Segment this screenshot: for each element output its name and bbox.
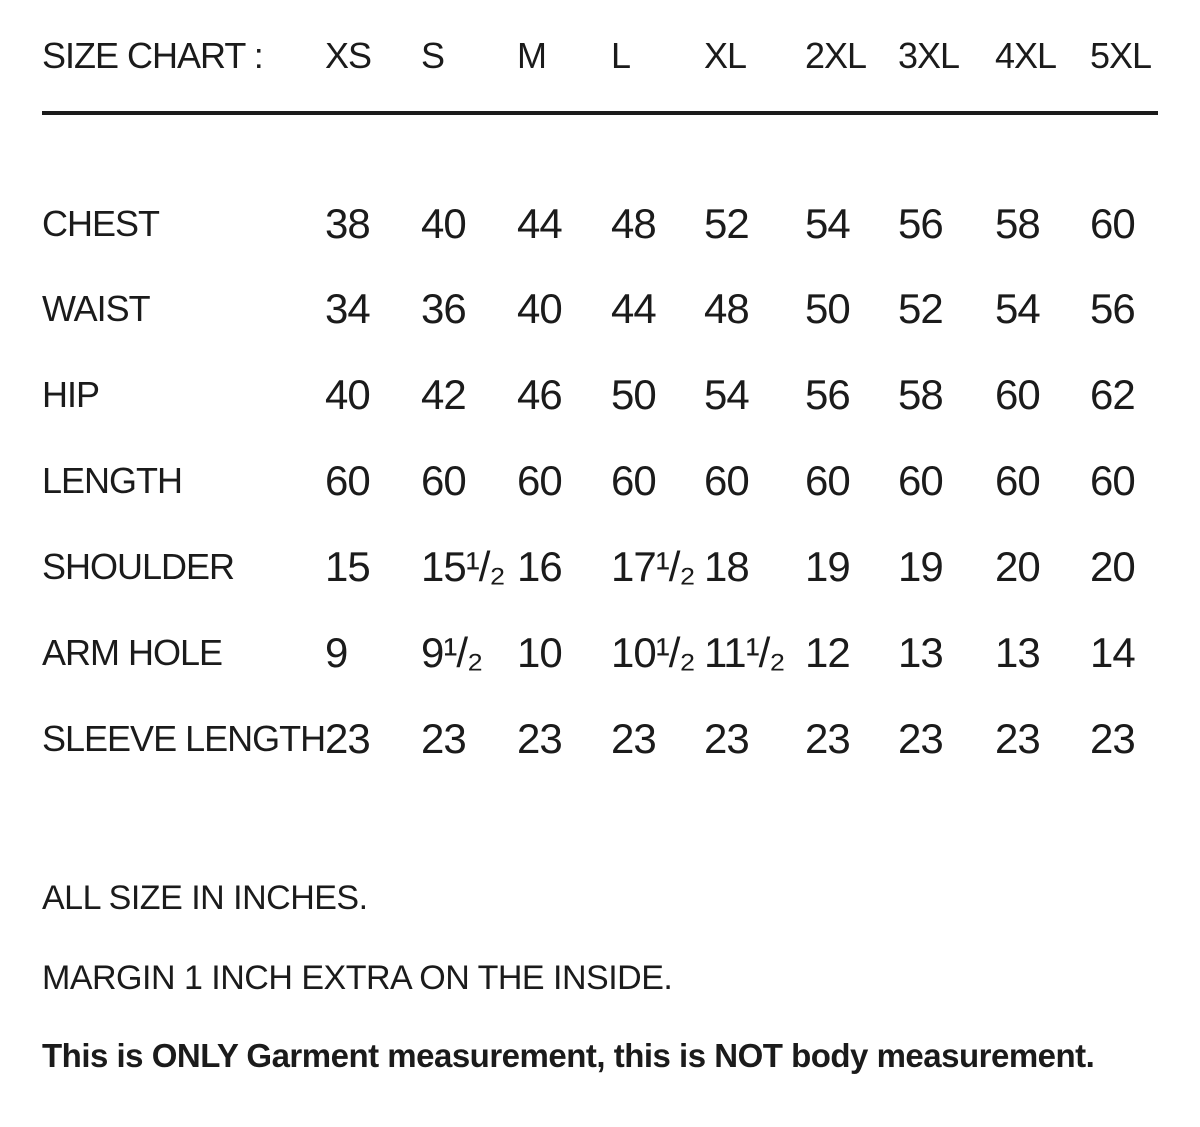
size-column-header: 4XL: [995, 0, 1090, 113]
measurement-value: 19: [898, 543, 943, 590]
row-label: SLEEVE LENGTH: [42, 718, 326, 759]
table-row: [42, 696, 1158, 782]
table-row: [42, 438, 1158, 524]
measurement-value: 40: [517, 285, 562, 332]
measurement-value: 18: [704, 543, 749, 590]
size-chart-table: [42, 0, 1158, 782]
measurement-value: 34: [325, 285, 370, 332]
note-all-sizes-in-inches: ALL SIZE IN INCHES.: [42, 879, 368, 917]
size-column-header: XS: [325, 0, 421, 113]
measurement-value: 54: [995, 285, 1040, 332]
measurement-value: 60: [517, 457, 562, 504]
size-column-header: L: [611, 0, 704, 113]
measurement-value: 23: [611, 715, 656, 762]
measurement-value: 56: [1090, 285, 1135, 332]
size-column-header: S: [421, 0, 517, 113]
measurement-value: 62: [1090, 371, 1135, 418]
table-row: [42, 352, 1158, 438]
measurement-value: 38: [325, 200, 370, 247]
measurement-value: 60: [611, 457, 656, 504]
measurement-value: 9¹/₂: [421, 629, 483, 676]
measurement-value: 52: [704, 200, 749, 247]
measurement-value: 17¹/₂: [611, 543, 695, 590]
note-margin-inside: MARGIN 1 INCH EXTRA ON THE INSIDE.: [42, 959, 673, 997]
row-label: SHOULDER: [42, 546, 235, 587]
measurement-value: 60: [704, 457, 749, 504]
size-column-header: XL: [704, 0, 805, 113]
measurement-value: 23: [898, 715, 943, 762]
measurement-value: 44: [611, 285, 656, 332]
size-column-header: M: [517, 0, 611, 113]
measurement-value: 23: [421, 715, 466, 762]
measurement-value: 23: [325, 715, 370, 762]
measurement-value: 11¹/₂: [704, 629, 785, 676]
table-row: [42, 266, 1158, 352]
measurement-value: 9: [325, 629, 348, 676]
measurement-value: 60: [995, 457, 1040, 504]
measurement-value: 54: [704, 371, 749, 418]
measurement-value: 60: [325, 457, 370, 504]
measurement-value: 13: [898, 629, 943, 676]
measurement-value: 60: [898, 457, 943, 504]
measurement-value: 60: [1090, 457, 1135, 504]
measurement-value: 58: [898, 371, 943, 418]
measurement-value: 19: [805, 543, 850, 590]
table-row: [42, 524, 1158, 610]
row-label: CHEST: [42, 203, 160, 244]
note-garment-not-body: This is ONLY Garment measurement, this is NOT body measurement.: [42, 1037, 1095, 1074]
chart-title: SIZE CHART :: [42, 0, 325, 113]
measurement-value: 50: [611, 371, 656, 418]
measurement-value: 52: [898, 285, 943, 332]
measurement-value: 50: [805, 285, 850, 332]
measurement-value: 60: [1090, 200, 1135, 247]
measurement-value: 23: [1090, 715, 1135, 762]
measurement-value: 48: [611, 200, 656, 247]
measurement-value: 60: [995, 371, 1040, 418]
measurement-value: 42: [421, 371, 466, 418]
measurement-value: 10: [517, 629, 562, 676]
measurement-value: 23: [704, 715, 749, 762]
header-row: [42, 0, 1158, 113]
size-column-header: 2XL: [805, 0, 898, 113]
measurement-value: 13: [995, 629, 1040, 676]
measurement-value: 40: [421, 200, 466, 247]
measurement-value: 20: [1090, 543, 1135, 590]
footer-notes: [42, 877, 1200, 1077]
size-column-header: 5XL: [1090, 0, 1158, 113]
measurement-value: 36: [421, 285, 466, 332]
measurement-value: 15: [325, 543, 370, 590]
measurement-value: 58: [995, 200, 1040, 247]
table-row: [42, 113, 1158, 266]
measurement-value: 60: [421, 457, 466, 504]
measurement-value: 15¹/₂: [421, 543, 505, 590]
table-row: [42, 610, 1158, 696]
measurement-value: 60: [805, 457, 850, 504]
measurement-value: 23: [805, 715, 850, 762]
measurement-value: 44: [517, 200, 562, 247]
measurement-value: 14: [1090, 629, 1135, 676]
row-label: ARM HOLE: [42, 632, 223, 673]
measurement-value: 10¹/₂: [611, 629, 695, 676]
measurement-value: 46: [517, 371, 562, 418]
measurement-value: 23: [517, 715, 562, 762]
size-column-header: 3XL: [898, 0, 995, 113]
row-label: HIP: [42, 374, 100, 415]
measurement-value: 23: [995, 715, 1040, 762]
measurement-value: 54: [805, 200, 850, 247]
row-label: WAIST: [42, 288, 150, 329]
measurement-value: 16: [517, 543, 562, 590]
measurement-value: 48: [704, 285, 749, 332]
measurement-value: 56: [898, 200, 943, 247]
size-chart-body: [42, 113, 1158, 782]
measurement-value: 12: [805, 629, 850, 676]
row-label: LENGTH: [42, 460, 183, 501]
measurement-value: 20: [995, 543, 1040, 590]
measurement-value: 56: [805, 371, 850, 418]
measurement-value: 40: [325, 371, 370, 418]
